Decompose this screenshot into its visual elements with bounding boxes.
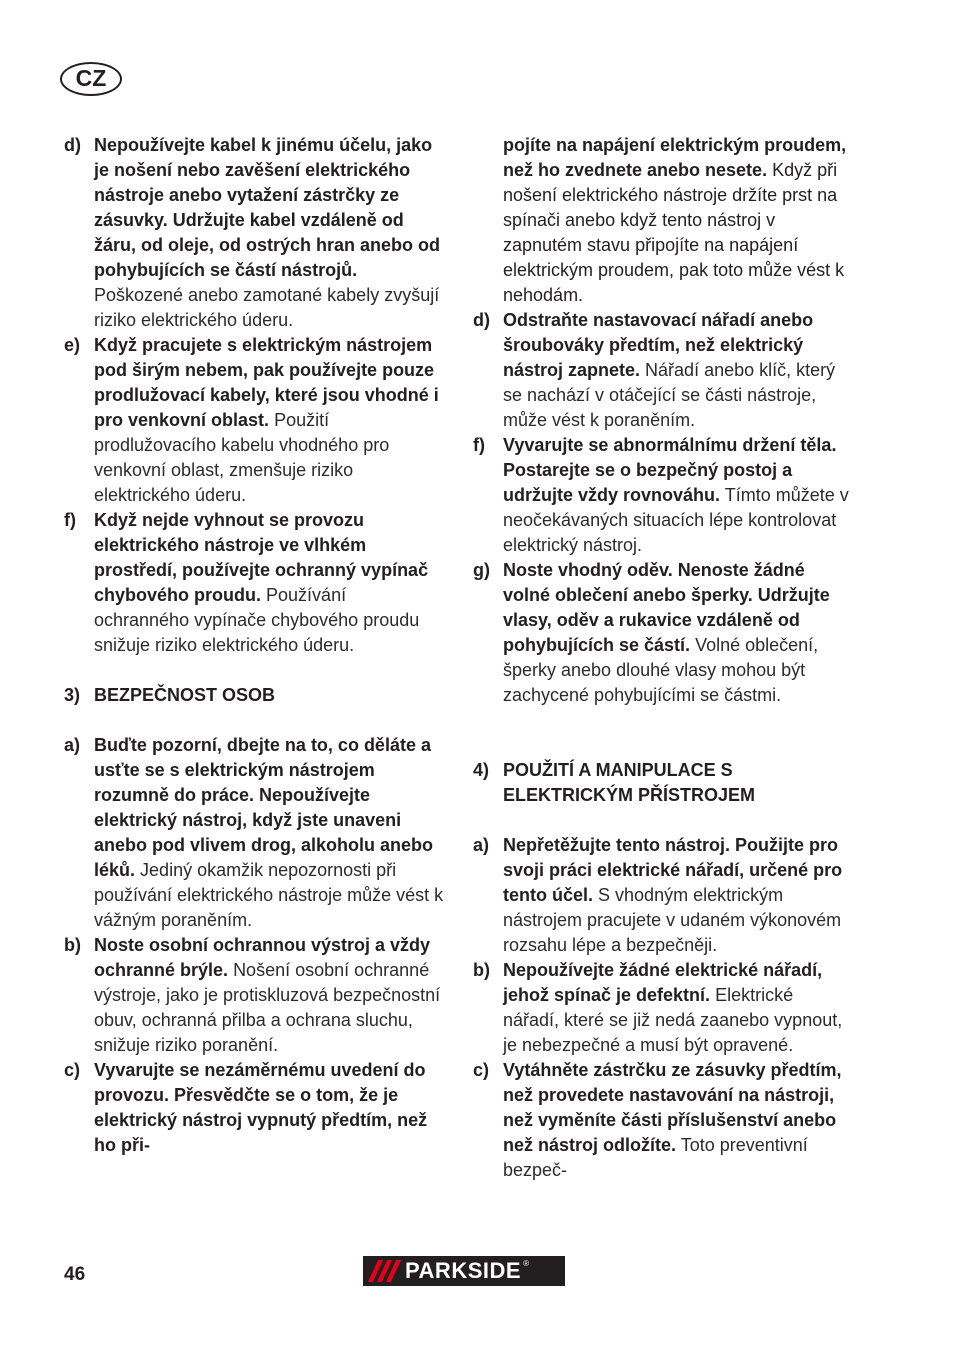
- item-marker: d): [64, 135, 81, 155]
- instruction-lead: Když nejde vyhnout se provozu elektrického nástroje ve vlhkém prostředí, používejte ochranný vypínač chybového proudu.: [94, 510, 429, 605]
- instruction-item-e: [64, 333, 444, 508]
- instruction-desc: Volné oblečení, šperky anebo dlouhé vlasy mohou být zachycené pohybujícími se částmi.: [503, 635, 819, 705]
- instruction-lead: Nepoužívejte kabel k jinému účelu, jako je nošení nebo zavěšení elektrického nástroje anebo vytažení zástrčky ze zásuvky. Udržujte kabel vzdáleně od žáru, od oleje, od ostrých hran anebo od pohybujících se částí nástrojů.: [94, 135, 441, 280]
- section-heading-4: [473, 758, 853, 808]
- section-heading-3: [64, 683, 444, 708]
- page-number: 46: [64, 1264, 86, 1285]
- instruction-desc: Používání ochranného vypínače chybového proudu snižuje riziko elektrického úderu.: [94, 585, 420, 655]
- item-marker: d): [473, 310, 490, 330]
- instruction-item-f: [473, 433, 853, 558]
- instruction-lead: Vytáhněte zástrčku ze zásuvky předtím, než provedete nastavování na nástroji, než vyměníte části příslušenství anebo než nástroj odložíte.: [503, 1060, 842, 1155]
- instruction-item-d: [473, 308, 853, 433]
- instruction-desc: Toto preventivní bezpeč-: [503, 1135, 808, 1180]
- item-marker: a): [473, 835, 490, 855]
- instruction-item-a: [64, 733, 444, 933]
- instruction-lead: Odstraňte nastavovací nářadí anebo šroubováky předtím, než elektrický nástroj zapnete.: [503, 310, 814, 380]
- instruction-lead: Noste osobní ochrannou výstroj a vždy ochranné brýle.: [94, 935, 431, 980]
- instruction-lead: Buďte pozorní, dbejte na to, co děláte a usťte se s elektrickým nástrojem rozumně do práce. Nepoužívejte elektrický nástroj, když jste unaveni anebo pod vlivem drog, alkoholu anebo léků.: [94, 735, 434, 880]
- item-marker: c): [64, 1060, 81, 1080]
- instruction-lead: Vyvarujte se abnormálnímu držení těla. Postarejte se o bezpečný postoj a udržujte vždy rovnováhu.: [503, 435, 837, 505]
- instruction-desc: Použití prodlužovacího kabelu vhodného pro venkovní oblast, zmenšuje riziko elektrického úderu.: [94, 410, 390, 505]
- parkside-logo: [363, 1256, 565, 1286]
- instruction-lead: Nepoužívejte žádné elektrické nářadí, jehož spínač je defektní.: [503, 960, 823, 1005]
- section-title: POUŽITÍ A MANIPULACE S ELEKTRICKÝM PŘÍSTROJEM: [503, 760, 756, 805]
- instruction-lead: Vyvarujte se nezáměrnému uvedení do provozu. Přesvědčte se o tom, že je elektrický nástroj vypnutý předtím, než ho při-: [94, 1060, 428, 1155]
- section-marker: 4): [473, 760, 490, 780]
- instruction-item-f: [64, 508, 444, 658]
- section-title: BEZPEČNOST OSOB: [94, 685, 276, 705]
- item-marker: f): [64, 510, 76, 530]
- instruction-item-d: [64, 133, 444, 333]
- section-marker: 3): [64, 685, 81, 705]
- instruction-desc: S vhodným elektrickým nástrojem pracujete v udaném výkonovém rozsahu lépe a bezpečněji.: [503, 885, 842, 955]
- brand-name: PARKSIDE: [405, 1258, 522, 1283]
- instruction-item-g: [473, 558, 853, 708]
- item-marker: b): [473, 960, 490, 980]
- right-column: [473, 133, 853, 1183]
- instruction-lead: Když pracujete s elektrickým nástrojem pod širým nebem, pak používejte pouze prodlužovací kabely, které jsou vhodné i pro venkovní oblast.: [94, 335, 439, 430]
- instruction-item-a: [473, 833, 853, 958]
- instruction-desc: Když při nošení elektrického nástroje držíte prst na spínači anebo když tento nástroj v zapnutém stavu připojíte na napájení elektrickým proudem, pak toto může vést k nehodám.: [503, 160, 845, 305]
- logo-stripes-icon: [363, 1256, 405, 1286]
- instruction-desc: Poškozené anebo zamotané kabely zvyšují riziko elektrického úderu.: [94, 285, 440, 330]
- item-marker: g): [473, 560, 490, 580]
- instruction-item-c: [64, 1058, 444, 1158]
- instruction-desc: Tímto můžete v neočekávaných situacích lépe kontrolovat elektrický nástroj.: [503, 485, 849, 555]
- instruction-item-b: [473, 958, 853, 1058]
- instruction-desc: Nošení osobní ochranné výstroje, jako je protiskluzová bezpečnostní obuv, ochranná přilba a ochrana sluchu, snižuje riziko poranění.: [94, 960, 441, 1055]
- registered-mark: ®: [523, 1259, 529, 1268]
- item-marker: e): [64, 335, 81, 355]
- language-badge: CZ: [60, 62, 122, 96]
- item-marker: f): [473, 435, 485, 455]
- item-marker: a): [64, 735, 81, 755]
- instruction-desc: Elektrické nářadí, které se již nedá zaanebo vypnout, je nebezpečné a musí být opravené.: [503, 985, 843, 1055]
- instruction-desc: Nářadí anebo klíč, který se nachází v otáčející se části nástroje, může vést k poraněním.: [503, 360, 836, 430]
- instruction-desc: Jediný okamžik nepozornosti při používání elektrického nástroje může vést k vážným poraněním.: [94, 860, 444, 930]
- instruction-item-c-continued: [473, 133, 853, 308]
- item-marker: c): [473, 1060, 490, 1080]
- instruction-lead: Noste vhodný oděv. Nenoste žádné volné oblečení anebo šperky. Udržujte vlasy, oděv a rukavice vzdáleně od pohybujících se částí.: [503, 560, 830, 655]
- item-marker: b): [64, 935, 81, 955]
- left-column: [64, 133, 444, 1158]
- instruction-item-c: [473, 1058, 853, 1183]
- instruction-item-b: [64, 933, 444, 1058]
- instruction-lead: Nepřetěžujte tento nástroj. Použijte pro svoji práci elektrické nářadí, určené pro tento účel.: [503, 835, 843, 905]
- instruction-lead: pojíte na napájení elektrickým proudem, než ho zvednete anebo nesete.: [503, 135, 847, 180]
